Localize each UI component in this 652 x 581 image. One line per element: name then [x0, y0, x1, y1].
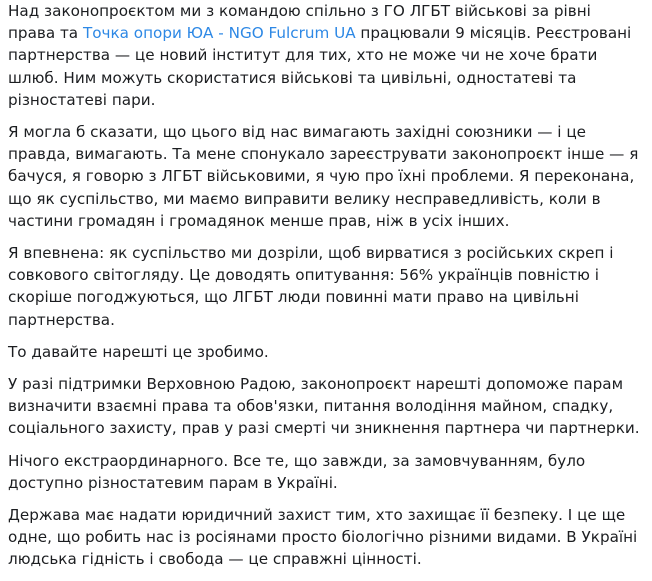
- paragraph-5: У разі підтримки Верховною Радою, законопроєкт нарешті допоможе парам визначити взаємні права та обов'язки, питання володіння майном, спадку, соціального захисту, прав у разі смерті чи зникнення партнера чи партнерки.: [8, 375, 640, 438]
- paragraph-1-text-before-link: Над законопроєктом ми з командою спільно з ГО ЛГБТ військові за рівні права та: [8, 2, 591, 43]
- paragraph-1-text-after-link: працювали 9 місяців. Реєстровані партнерства — це новий інститут для тих, хто не може чи не хоче брати шлюб. Ним можуть скористатися військові та цивільні, одностатеві та різностатеві пари.: [8, 24, 632, 109]
- paragraph-3: Я впевнена: як суспільство ми дозріли, щоб вирватися з російських скреп і совкового світогляду. Це доводять опитування: 56% українців повністю і скоріше погоджуються, що ЛГБТ люди повинні мати право на цивільні партнерства.: [8, 244, 614, 329]
- paragraph-6: Нічого екстраординарного. Все те, що завжди, за замовчуванням, було доступно різностатевим парам в Україні.: [8, 451, 586, 492]
- paragraph-2: Я могла б сказати, що цього від нас вимагають західні союзники — і це правда, вимагають. Та мене спонукало зареєструвати законопроєкт інше — я бачуся, я говорю з ЛГБТ військовими, я чую про їхні проблеми. Я переконана, що як суспільство, ми маємо виправити велику несправедливість, коли в частини громадян і громадянок менше прав, ніж в усіх інших.: [8, 123, 639, 230]
- paragraph-4: То давайте нарешті це зробимо.: [8, 342, 269, 361]
- paragraph-1: [8, 0, 640, 111]
- paragraph-7: Держава має надати юридичний захист тим, хто захищає її безпеку. І це ще одне, що робить нас із росіянами просто біологічно різними видами. В Україні людська гідність і свобода — це справжні цінності.: [8, 506, 638, 569]
- organization-link[interactable]: Точка опори ЮА - NGO Fulcrum UA: [82, 24, 356, 43]
